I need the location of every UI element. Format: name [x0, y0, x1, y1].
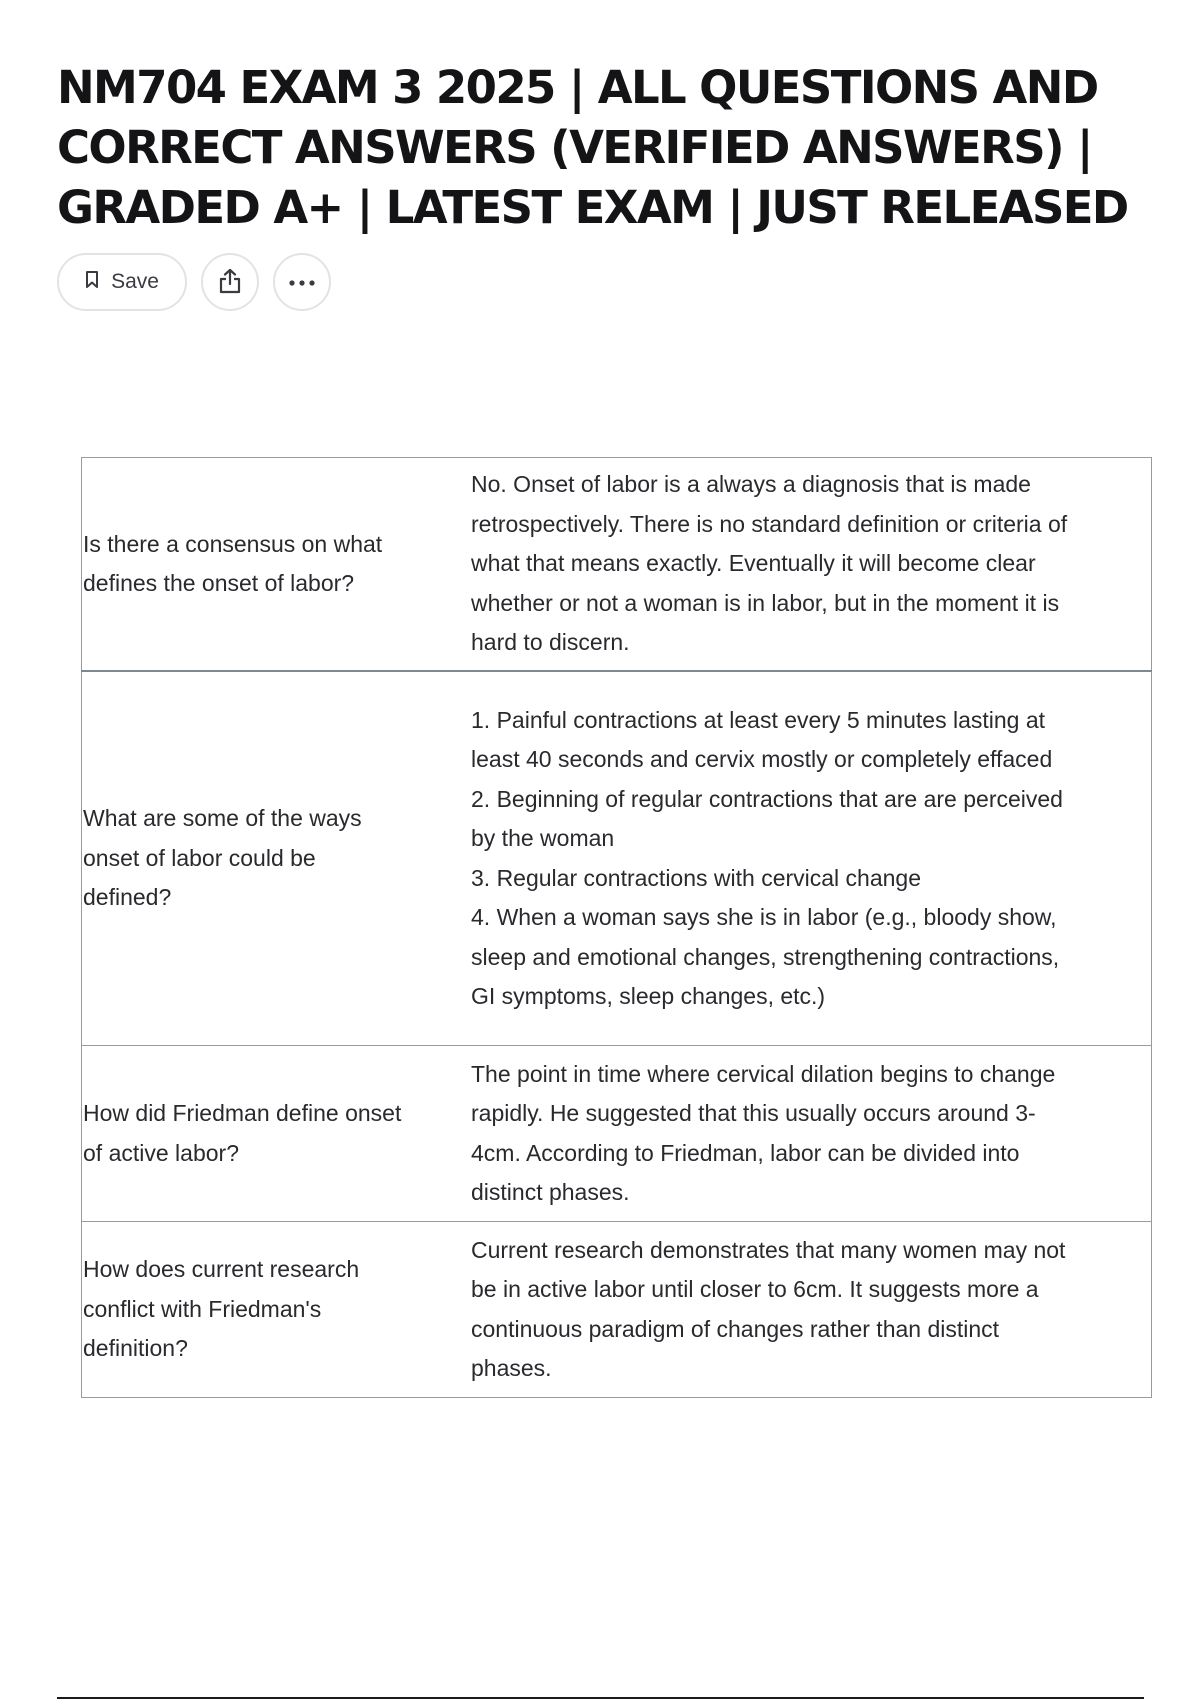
qa-table: [81, 457, 1152, 1398]
answer-cell: [423, 1046, 1152, 1222]
answer-line: No. Onset of labor is a always a diagnosis that is made retrospectively. There is no standard definition or criteria of what that means exactly. Eventually it will become clear whether or not a woman is in labor, but in the moment it is hard to discern.: [471, 471, 1068, 656]
question-cell: How does current research conflict with Friedman's definition?: [82, 1222, 424, 1398]
bookmark-icon: [85, 270, 99, 295]
answer-cell: [423, 671, 1152, 1046]
answer-line: 2. Beginning of regular contractions that are are perceived by the woman: [471, 785, 1063, 851]
answer-line: 4. When a woman says she is in labor (e.g., bloody show, sleep and emotional changes, strengthening contractions, GI symptoms, sleep changes, etc.): [471, 904, 1060, 1009]
more-options-button[interactable]: [273, 253, 331, 311]
question-cell: How did Friedman define onset of active labor?: [82, 1046, 424, 1222]
question-cell: Is there a consensus on what defines the onset of labor?: [82, 458, 424, 672]
save-button[interactable]: [57, 253, 187, 311]
share-icon: [217, 267, 243, 298]
save-label: Save: [111, 270, 159, 293]
answer-line: 3. Regular contractions with cervical change: [471, 864, 922, 891]
answer-line: The point in time where cervical dilation begins to change rapidly. He suggested that this usually occurs around 3-4cm. According to Friedman, labor can be divided into distinct phases.: [471, 1060, 1056, 1205]
answer-cell: [423, 458, 1152, 672]
table-row: [82, 1222, 1152, 1398]
bottom-divider: [57, 1697, 1144, 1699]
table-row: [82, 1046, 1152, 1222]
document-actions: [57, 252, 331, 312]
page-title: NM704 EXAM 3 2025 | ALL QUESTIONS AND CORRECT ANSWERS (VERIFIED ANSWERS) | GRADED A+ | LATEST EXAM | JUST RELEASED: [57, 61, 1128, 234]
answer-line: Current research demonstrates that many women may not be in active labor until closer to 6cm. It suggests more a continuous paradigm of changes rather than distinct phases.: [471, 1236, 1066, 1381]
table-row: [82, 671, 1152, 1046]
more-options-icon: [288, 275, 316, 290]
table-row: [82, 458, 1152, 672]
question-cell: What are some of the ways onset of labor could be defined?: [82, 671, 424, 1046]
share-button[interactable]: [201, 253, 259, 311]
answer-cell: [423, 1222, 1152, 1398]
answer-line: 1. Painful contractions at least every 5 minutes lasting at least 40 seconds and cervix mostly or completely effaced: [471, 706, 1053, 772]
